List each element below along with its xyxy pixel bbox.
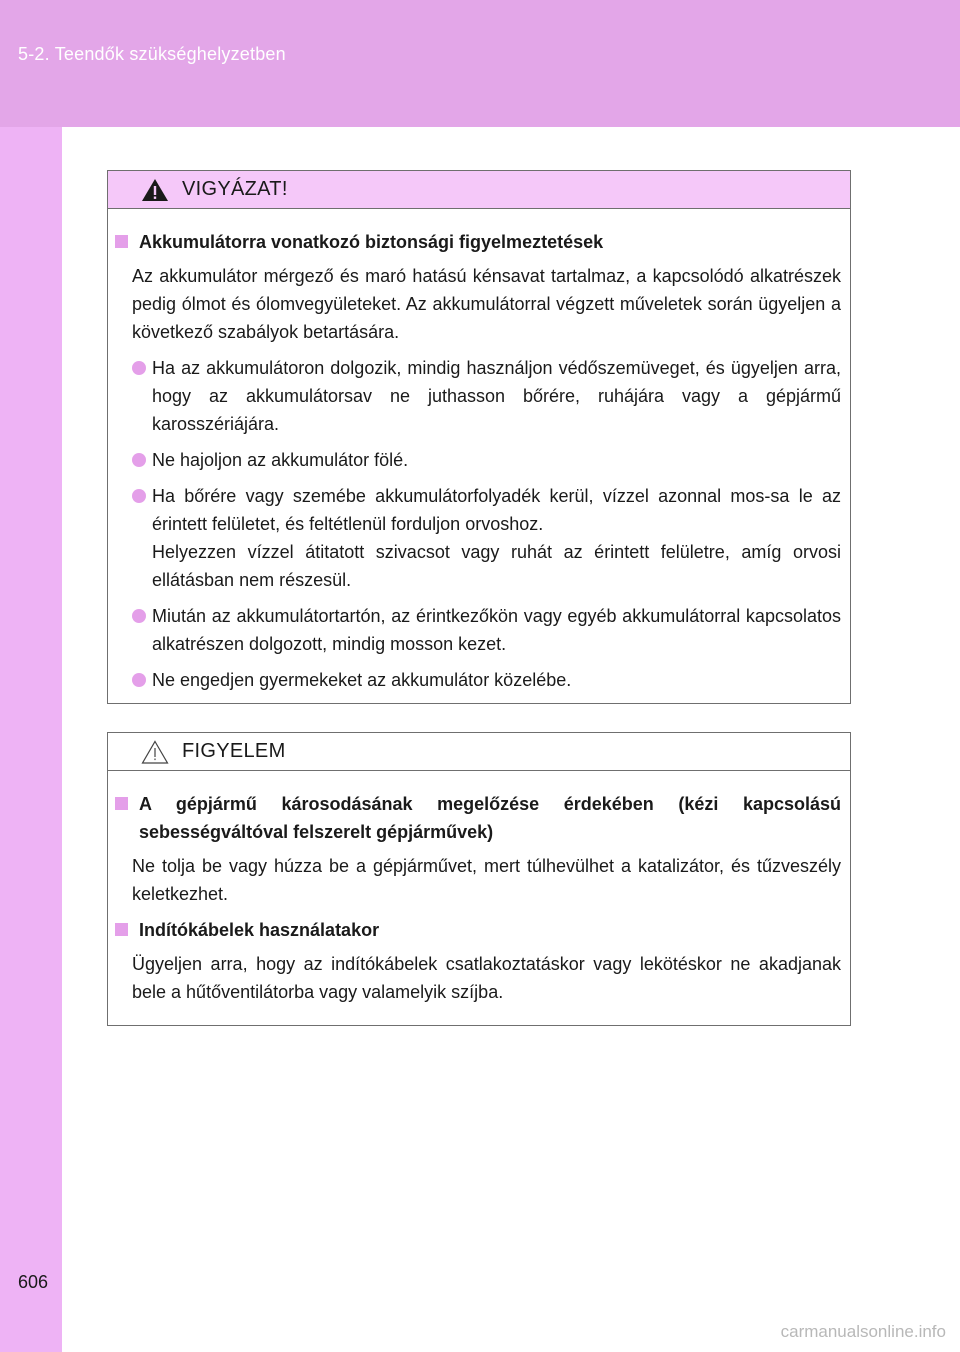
notice-section-title: A gépjármű károsodásának megelőzése érdekében (kézi kapcsolású sebességváltóval felszerelt gépjárművek) [139, 794, 841, 842]
page-number: 606 [18, 1272, 49, 1292]
caution-intro: Az akkumulátor mérgező és maró hatású kénsavat tartalmaz, a kapcsolódó alkatrészek pedig ólmot és ólomvegyületeket. Az akkumulátorral végzett műveletek során ügyeljen a következő szabályok betartására. [132, 266, 841, 342]
list-item [132, 666, 841, 694]
notice-title: FIGYELEM [182, 740, 286, 762]
caution-section-title: Akkumulátorra vonatkozó biztonsági figyelmeztetések [139, 232, 604, 252]
notice-section-text: Ügyeljen arra, hogy az indítókábelek csatlakoztatáskor vagy lekötéskor ne akadjanak bele a hűtőventilátorba vagy valamelyik szíjba. [132, 954, 841, 1002]
list-item-text: Ha az akkumulátoron dolgozik, mindig használjon védőszemüveget, és ügyeljen arra, hogy az akkumulátorsav ne juthasson bőrére, ruhájára vagy a gépjármű karosszériájára. [152, 358, 841, 434]
notice-box-header [108, 733, 850, 771]
header-band [0, 0, 960, 127]
list-item-continuation: Helyezzen vízzel átitatott szivacsot vagy ruhát az érintett felületre, amíg orvosi ellátásban nem részesül. [152, 542, 841, 590]
warning-triangle-outline-icon [140, 739, 170, 765]
list-item [132, 602, 841, 658]
notice-section-title: Indítókábelek használatakor [139, 920, 380, 940]
round-bullet-icon [132, 453, 146, 467]
notice-body [108, 771, 850, 1006]
section-header-title: 5-2. Teendők szükséghelyzetben [18, 44, 286, 64]
notice-section-text: Ne tolja be vagy húzza be a gépjárművet, mert túlhevülhet a katalizátor, és tűzveszély keletkezhet. [132, 856, 841, 904]
round-bullet-icon [132, 489, 146, 503]
list-item [132, 482, 841, 594]
caution-box-header [108, 171, 850, 209]
list-item-text: Miután az akkumulátortartón, az érintkezőkön vagy egyéb akkumulátorral kapcsolatos alkatrészen dolgozott, mindig mosson kezet. [152, 606, 841, 654]
square-bullet-icon [115, 235, 128, 248]
round-bullet-icon [132, 673, 146, 687]
list-item-text: Ne hajoljon az akkumulátor fölé. [152, 450, 409, 470]
square-bullet-icon [115, 923, 128, 936]
caution-title: VIGYÁZAT! [182, 178, 288, 200]
notice-section-heading [115, 790, 841, 846]
watermark: carmanualsonline.info [780, 1322, 946, 1341]
list-item [132, 446, 841, 474]
caution-body [108, 209, 850, 694]
list-item [132, 354, 841, 438]
notice-box [107, 732, 851, 1026]
round-bullet-icon [132, 609, 146, 623]
round-bullet-icon [132, 361, 146, 375]
notice-section-heading [115, 916, 841, 944]
square-bullet-icon [115, 797, 128, 810]
caution-box [107, 170, 851, 704]
list-item-text: Ne engedjen gyermekeket az akkumulátor közelébe. [152, 670, 572, 690]
caution-section-heading [115, 228, 841, 256]
side-band [0, 127, 62, 1352]
list-item-text: Ha bőrére vagy szemébe akkumulátorfolyadék kerül, vízzel azonnal mos-sa le az érintett felületet, és feltétlenül forduljon orvoshoz. [152, 486, 841, 534]
warning-triangle-filled-icon [140, 177, 170, 203]
list-item-content [152, 482, 841, 594]
